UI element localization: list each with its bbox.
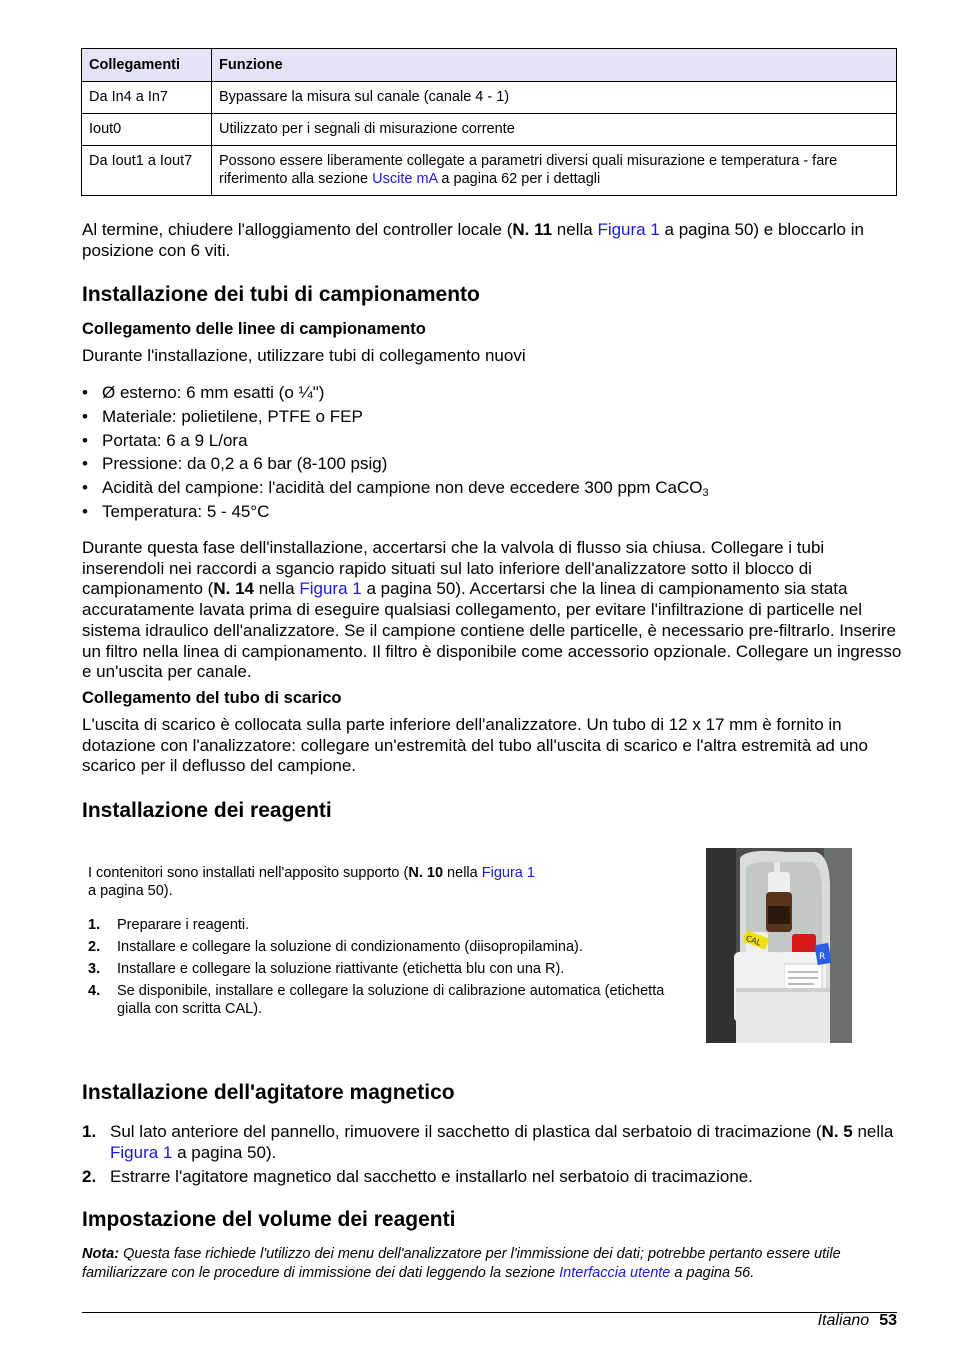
table-header-row <box>82 49 897 82</box>
text: a pagina 50). <box>88 883 173 899</box>
link-interfaccia-utente[interactable]: Interfaccia utente <box>559 1264 671 1281</box>
step-number: 1. <box>82 1122 97 1141</box>
reagent-steps <box>88 916 668 1022</box>
note-paragraph <box>82 1245 897 1282</box>
section-heading-tubi: Installazione dei tubi di campionamento <box>82 283 480 306</box>
list-item <box>88 938 668 956</box>
paragraph-contenitori <box>88 864 588 900</box>
step-text: Installare e collegare la soluzione di condizionamento (diisopropilamina). <box>117 939 583 955</box>
step-number: 2. <box>88 939 101 955</box>
text: I contenitori sono installati nell'apposito supporto ( <box>88 865 409 881</box>
subheading-scarico: Collegamento del tubo di scarico <box>82 689 342 707</box>
table-cell: Bypassare la misura sul canale (canale 4 - 1) <box>212 82 897 114</box>
step-text: nella <box>852 1122 894 1141</box>
page-number: 53 <box>879 1312 897 1329</box>
step-text: Sul lato anteriore del pannello, rimuovere il sacchetto di plastica dal serbatoio di tracimazione ( <box>110 1122 822 1141</box>
bold-ref: N. 10 <box>408 865 444 881</box>
step-text: Preparare i reagenti. <box>117 917 250 933</box>
list-item-text: Temperatura: 5 - 45°C <box>102 501 270 521</box>
list-item <box>88 982 668 1018</box>
cell-text: Possono essere liberamente collegate a parametri diversi quali misurazione e temperatura - fare riferimento alla sezione <box>219 153 838 187</box>
list-item: • Acidità del campione: l'acidità del campione non deve eccedere 300 ppm CaCO$_3$ <box>82 478 709 500</box>
link-figura-1[interactable]: Figura 1 <box>110 1142 173 1162</box>
subheading-linee: Collegamento delle linee di campionamento <box>82 320 426 338</box>
text: nella <box>552 220 598 239</box>
table-row <box>82 82 897 114</box>
list-item <box>88 960 668 978</box>
text: nella <box>443 865 482 881</box>
step-text: Estrarre l'agitatore magnetico dal sacchetto e installarlo nel serbatoio di tracimazione. <box>110 1167 753 1186</box>
list-item <box>88 916 668 934</box>
agitatore-steps <box>82 1122 897 1192</box>
bold-ref: N. 11 <box>512 220 553 239</box>
step-number: 2. <box>82 1167 97 1186</box>
table-header-cell: Collegamenti <box>82 49 212 82</box>
link-figura-1[interactable]: Figura 1 <box>299 579 362 599</box>
list-item: • Materiale: polietilene, PTFE o FEP <box>82 406 363 426</box>
text: a pagina 50). Accertarsi che la linea di campionamento sia stata accuratamente lavata prima di eseguire qualsiasi collegamento, per evitare l'infiltrazione di particelle nel sistema idraulico dell'analizzatore. Se il campione contiene delle particelle, è necessario pre-filtrarlo. Inserire un filtro nella linea di campionamento. Il filtro è disponibile come accessorio opzionale. Collegare un ingresso e un'uscita per canale. <box>82 579 902 682</box>
step-number: 4. <box>88 983 101 999</box>
paragraph: Durante l'installazione, utilizzare tubi di collegamento nuovi <box>82 346 526 365</box>
table-row <box>82 114 897 146</box>
table-cell <box>212 146 897 196</box>
list-item-text: Materiale: polietilene, PTFE o FEP <box>102 406 363 426</box>
section-heading-reagenti: Installazione dei reagenti <box>82 799 332 822</box>
note-text: a pagina 56. <box>670 1264 755 1281</box>
table-row <box>82 146 897 196</box>
step-number: 1. <box>88 917 101 933</box>
step-number: 3. <box>88 961 101 977</box>
link-uscite-ma[interactable]: Uscite mA <box>372 171 438 187</box>
step-text: Se disponibile, installare e collegare la soluzione di calibrazione automatica (etichetta gialla con scritta CAL). <box>117 983 665 1017</box>
cal-label: CAL <box>744 933 763 948</box>
footer-divider <box>82 1312 897 1313</box>
list-item: • Pressione: da 0,2 a 6 bar (8-100 psig) <box>82 454 388 474</box>
table-cell: Da In4 a In7 <box>82 82 212 114</box>
text: Durante questa fase dell'installazione, accertarsi che la valvola di flusso sia chiusa. Collegare i tubi inserendoli nei raccordi a sgancio rapido situati sul lato inferiore dell'analizzatore sotto il blocco di campionamento ( <box>82 538 825 599</box>
list-item: • Ø esterno: 6 mm esatti (o ¼") <box>82 383 325 402</box>
subscript: 3 <box>702 487 709 500</box>
list-item-text: Portata: 6 a 9 L/ora <box>102 430 248 450</box>
section-heading-agitatore: Installazione dell'agitatore magnetico <box>82 1081 455 1104</box>
paragraph-campionamento <box>82 538 902 683</box>
intro-paragraph <box>82 220 902 261</box>
note-label: Nota: <box>82 1246 120 1262</box>
list-item <box>82 1122 897 1163</box>
table-cell: Utilizzato per i segnali di misurazione corrente <box>212 114 897 146</box>
list-item-text: Pressione: da 0,2 a 6 bar (8-100 psig) <box>102 454 388 474</box>
step-text: a pagina 50). <box>172 1142 277 1162</box>
text: Al termine, chiudere l'alloggiamento del controller locale ( <box>82 220 513 239</box>
text: a pagina 50) e bloccarlo in posizione con 6 viti. <box>82 220 864 260</box>
list-item: • Temperatura: 5 - 45°C <box>82 501 270 521</box>
note-text: Questa fase richiede l'utilizzo dei menu dell'analizzatore per l'immissione dei dati; potrebbe pertanto essere utile familiarizzare con le procedure di immissione dei dati leggendo la sezione <box>82 1246 841 1281</box>
bold-ref: N. 5 <box>821 1122 853 1141</box>
connections-table <box>81 48 897 196</box>
table-cell: Iout0 <box>82 114 212 146</box>
page-footer <box>818 1312 897 1330</box>
list-item: • Portata: 6 a 9 L/ora <box>82 430 248 450</box>
cell-text: a pagina 62 per i dettagli <box>437 171 601 187</box>
footer-language: Italiano <box>817 1312 870 1329</box>
table-cell: Da Iout1 a Iout7 <box>82 146 212 196</box>
link-figura-1[interactable]: Figura 1 <box>597 220 660 239</box>
link-figura-1[interactable]: Figura 1 <box>481 865 535 881</box>
text: nella <box>253 579 300 599</box>
bullet-list <box>82 382 709 525</box>
table-header-cell: Funzione <box>212 49 897 82</box>
r-label: R <box>819 952 826 962</box>
step-text: Installare e collegare la soluzione riattivante (etichetta blu con una R). <box>117 961 565 977</box>
section-heading-volume: Impostazione del volume dei reagenti <box>82 1208 456 1231</box>
bold-ref: N. 14 <box>213 579 254 599</box>
list-item-text: Acidità del campione: l'acidità del campione non deve eccedere 300 ppm CaCO <box>102 478 703 498</box>
reagent-bottles-photo <box>706 848 852 1043</box>
list-item <box>82 1167 897 1188</box>
list-item-text: Ø esterno: 6 mm esatti (o ¼") <box>102 383 325 402</box>
paragraph-scarico: L'uscita di scarico è collocata sulla parte inferiore dell'analizzatore. Un tubo di 12 x 17 mm è fornito in dotazione con l'analizzatore: collegare un'estremità del tubo all'uscita di scarico e l'altra estremità ad uno scarico per il deflusso del campione. <box>82 715 868 776</box>
